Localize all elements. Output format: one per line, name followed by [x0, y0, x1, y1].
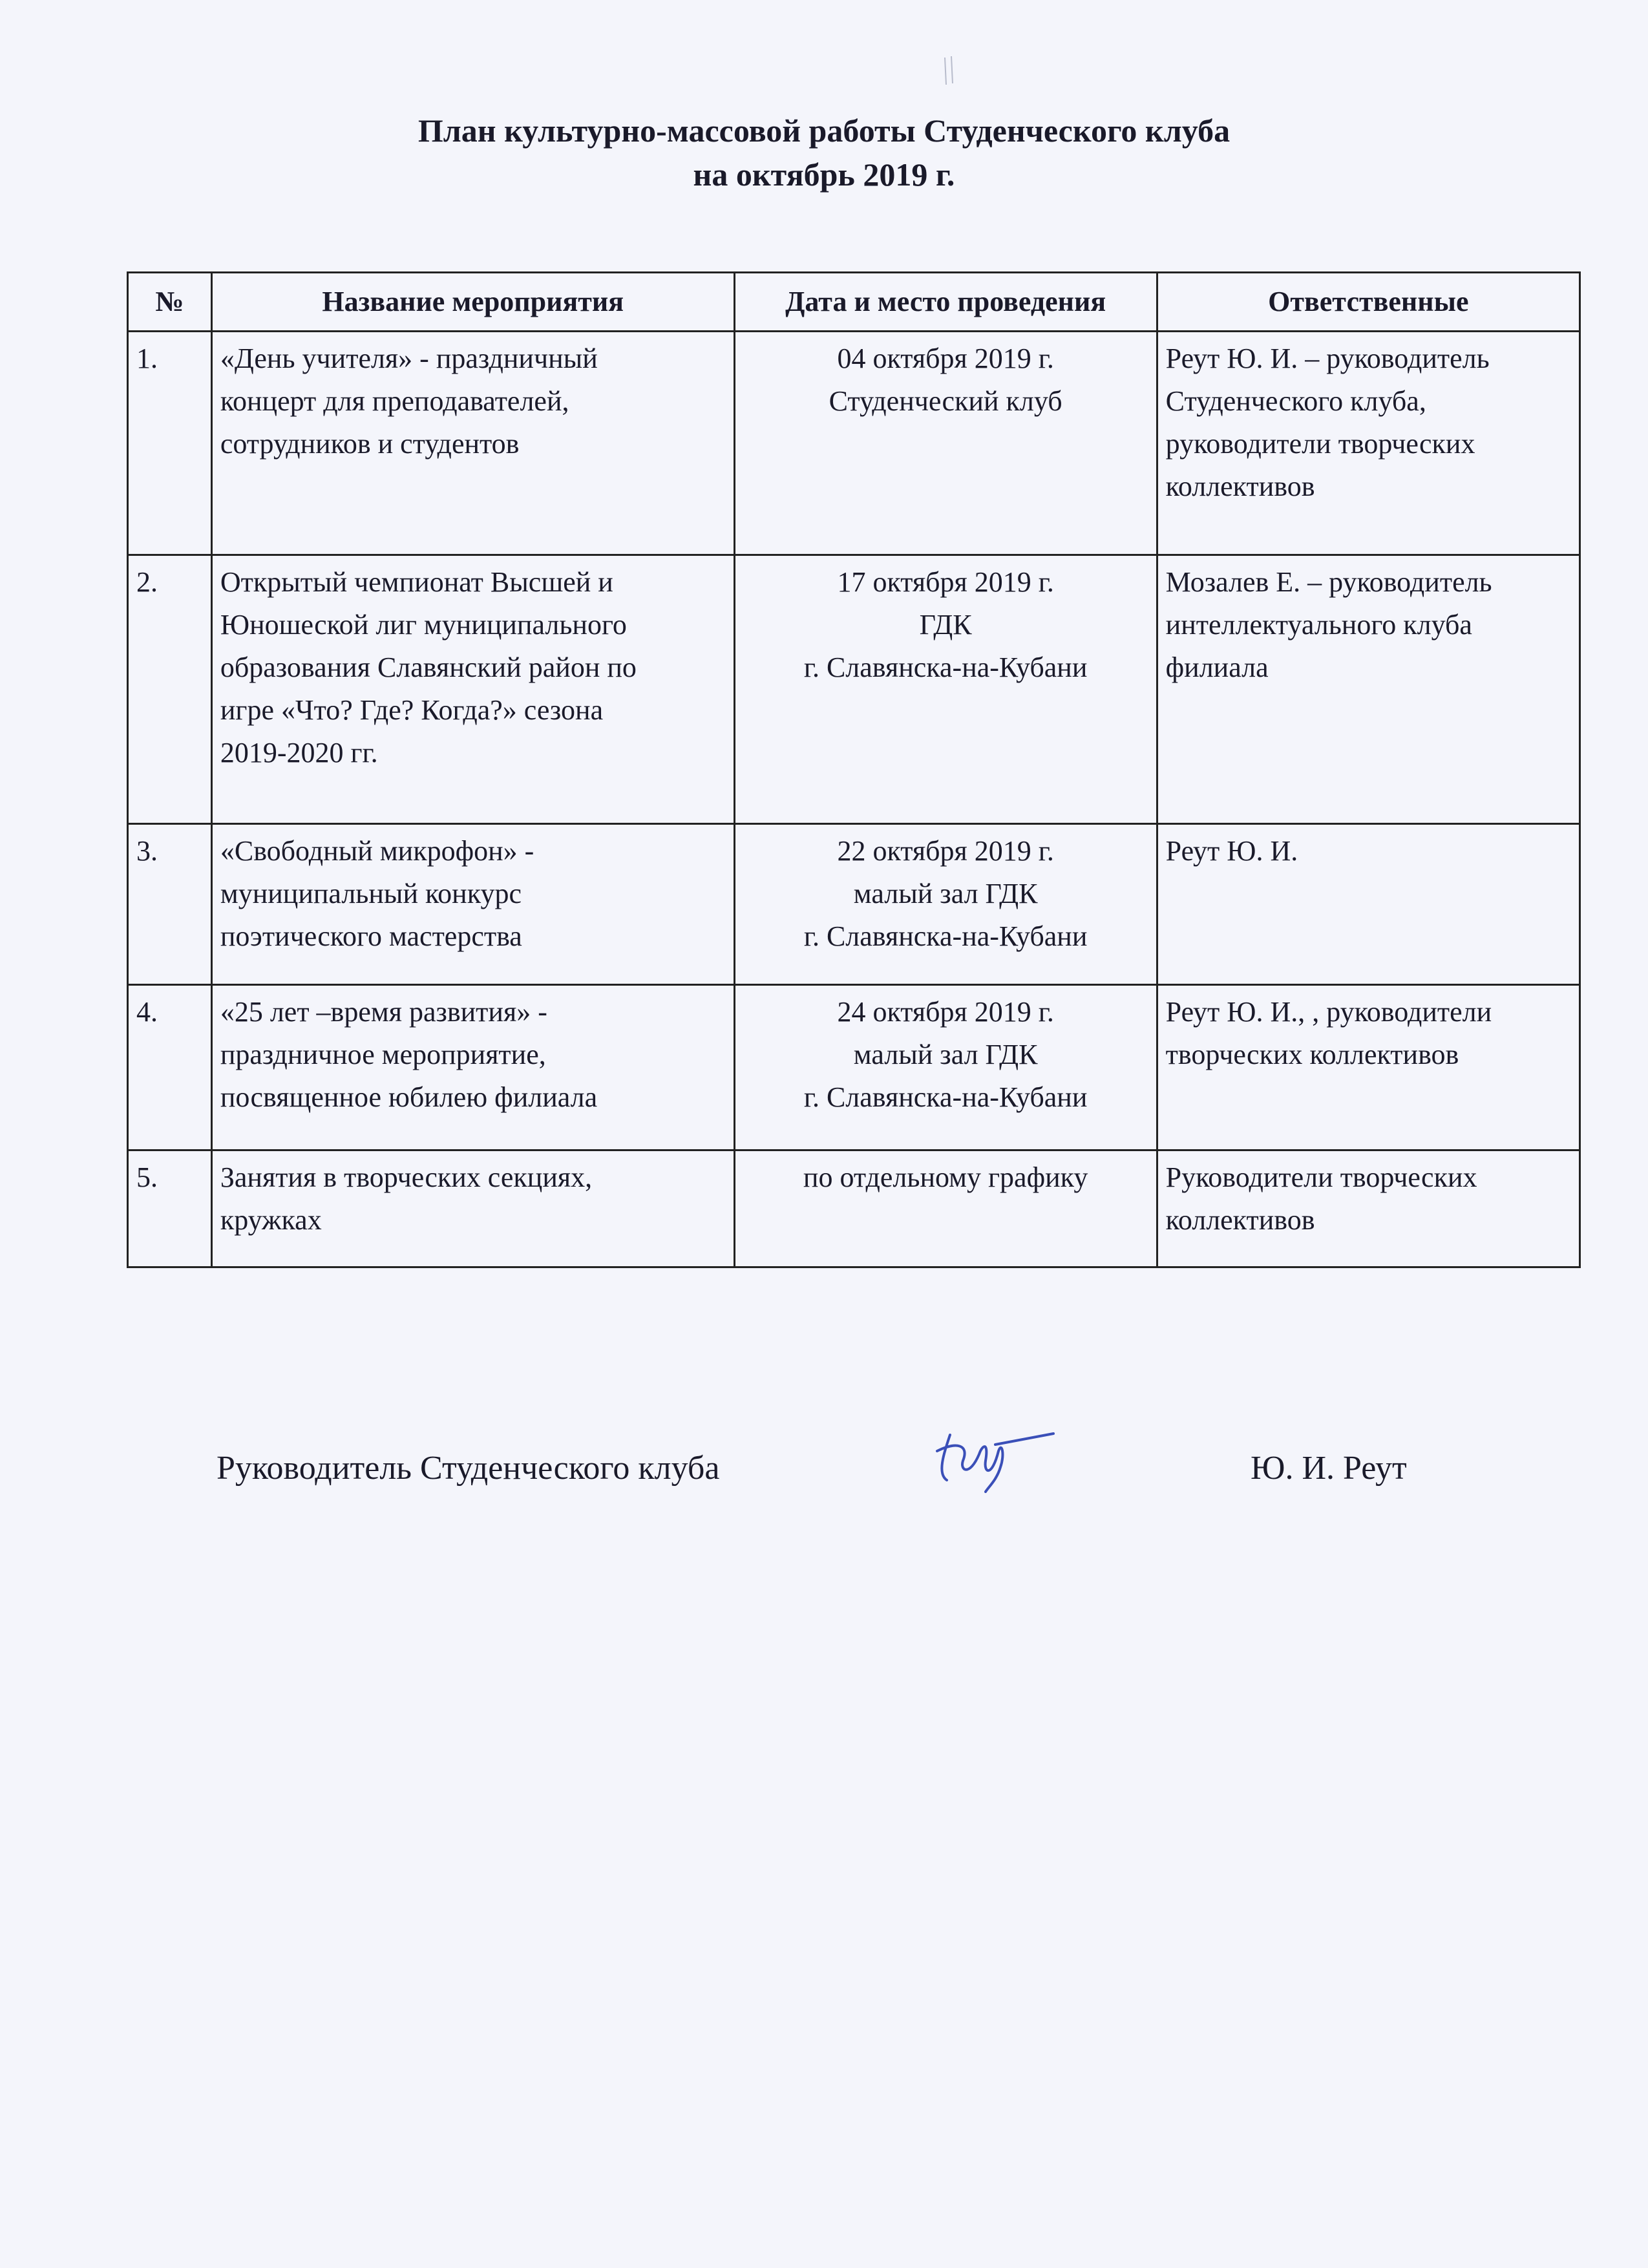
- cell-line: Занятия в творческих секциях,: [220, 1161, 593, 1193]
- table-row: [128, 985, 1580, 1150]
- table-row: [128, 824, 1580, 985]
- cell-line: ГДК: [919, 609, 972, 641]
- title-line-2: на октябрь 2019 г.: [693, 156, 955, 193]
- cell-line: образования Славянский район по: [220, 652, 637, 683]
- cell-line: кружках: [220, 1204, 322, 1236]
- cell-line: Реут Ю. И. – руководитель: [1165, 343, 1490, 374]
- header-event-name: Название мероприятия: [211, 273, 734, 332]
- cell-line: Руководители творческих: [1165, 1161, 1477, 1193]
- date-place-cell: [734, 985, 1157, 1150]
- cell-line: руководители творческих: [1165, 428, 1475, 460]
- event-name-cell: [211, 555, 734, 824]
- footer-position: Руководитель Студенческого клуба: [217, 1450, 720, 1487]
- date-place-cell: [734, 1150, 1157, 1267]
- header-date-place: Дата и место проведения: [734, 273, 1157, 332]
- cell-line: интеллектуального клуба: [1165, 609, 1472, 641]
- cell-line: игре «Что? Где? Когда?» сезона: [220, 694, 604, 726]
- footer-name: Ю. И. Реут: [1251, 1450, 1407, 1487]
- cell-line: малый зал ГДК: [853, 1039, 1038, 1070]
- cell-line: 04 октября 2019 г.: [837, 343, 1054, 374]
- responsible-cell: [1157, 1150, 1579, 1267]
- cell-line: Мозалев Е. – руководитель: [1165, 566, 1492, 598]
- event-name-cell: [211, 985, 734, 1150]
- pencil-mark: [942, 55, 955, 87]
- responsible-cell: [1157, 555, 1579, 824]
- event-name-cell: [211, 1150, 734, 1267]
- cell-line: малый зал ГДК: [853, 878, 1038, 909]
- cell-line: Юношеской лиг муниципального: [220, 609, 627, 641]
- cell-line: 22 октября 2019 г.: [837, 835, 1054, 867]
- event-name-cell: [211, 824, 734, 985]
- cell-line: творческих коллективов: [1165, 1039, 1459, 1070]
- cell-line: филиала: [1165, 652, 1269, 683]
- cell-line: г. Славянска-на-Кубани: [803, 920, 1088, 952]
- signature: [924, 1415, 1060, 1493]
- cell-line: Реут Ю. И.: [1165, 835, 1298, 867]
- header-responsible: Ответственные: [1157, 273, 1579, 332]
- cell-line: г. Славянска-на-Кубани: [803, 652, 1088, 683]
- cell-line: посвященное юбилею филиала: [220, 1081, 598, 1113]
- header-number: №: [128, 273, 212, 332]
- cell-line: Реут Ю. И., , руководители: [1165, 996, 1492, 1028]
- cell-line: 24 октября 2019 г.: [837, 996, 1054, 1028]
- row-number-cell: 5.: [128, 1150, 212, 1267]
- row-number-cell: 1.: [128, 332, 212, 555]
- cell-line: «Свободный микрофон» -: [220, 835, 534, 867]
- cell-line: Студенческий клуб: [829, 385, 1062, 417]
- cell-line: «25 лет –время развития» -: [220, 996, 547, 1028]
- cell-line: «День учителя» - праздничный: [220, 343, 598, 374]
- cell-line: 2019-2020 гг.: [220, 737, 378, 768]
- date-place-cell: [734, 332, 1157, 555]
- table-row: [128, 555, 1580, 824]
- table-row: [128, 1150, 1580, 1267]
- cell-line: концерт для преподавателей,: [220, 385, 569, 417]
- event-name-cell: [211, 332, 734, 555]
- date-place-cell: [734, 555, 1157, 824]
- table-header-row: [128, 273, 1580, 332]
- cell-line: сотрудников и студентов: [220, 428, 520, 460]
- date-place-cell: [734, 824, 1157, 985]
- events-table: [127, 271, 1581, 1268]
- responsible-cell: [1157, 332, 1579, 555]
- cell-line: поэтического мастерства: [220, 920, 522, 952]
- cell-line: Открытый чемпионат Высшей и: [220, 566, 613, 598]
- row-number-cell: 2.: [128, 555, 212, 824]
- table-row: [128, 332, 1580, 555]
- row-number-cell: 3.: [128, 824, 212, 985]
- cell-line: по отдельному графику: [803, 1161, 1088, 1193]
- cell-line: Студенческого клуба,: [1165, 385, 1426, 417]
- cell-line: коллективов: [1165, 471, 1315, 502]
- cell-line: г. Славянска-на-Кубани: [803, 1081, 1088, 1113]
- cell-line: коллективов: [1165, 1204, 1315, 1236]
- responsible-cell: [1157, 985, 1579, 1150]
- cell-line: праздничное мероприятие,: [220, 1039, 546, 1070]
- responsible-cell: [1157, 824, 1579, 985]
- row-number-cell: 4.: [128, 985, 212, 1150]
- title-line-1: План культурно-массовой работы Студенческого клуба: [417, 112, 1231, 149]
- cell-line: 17 октября 2019 г.: [837, 566, 1054, 598]
- cell-line: муниципальный конкурс: [220, 878, 522, 909]
